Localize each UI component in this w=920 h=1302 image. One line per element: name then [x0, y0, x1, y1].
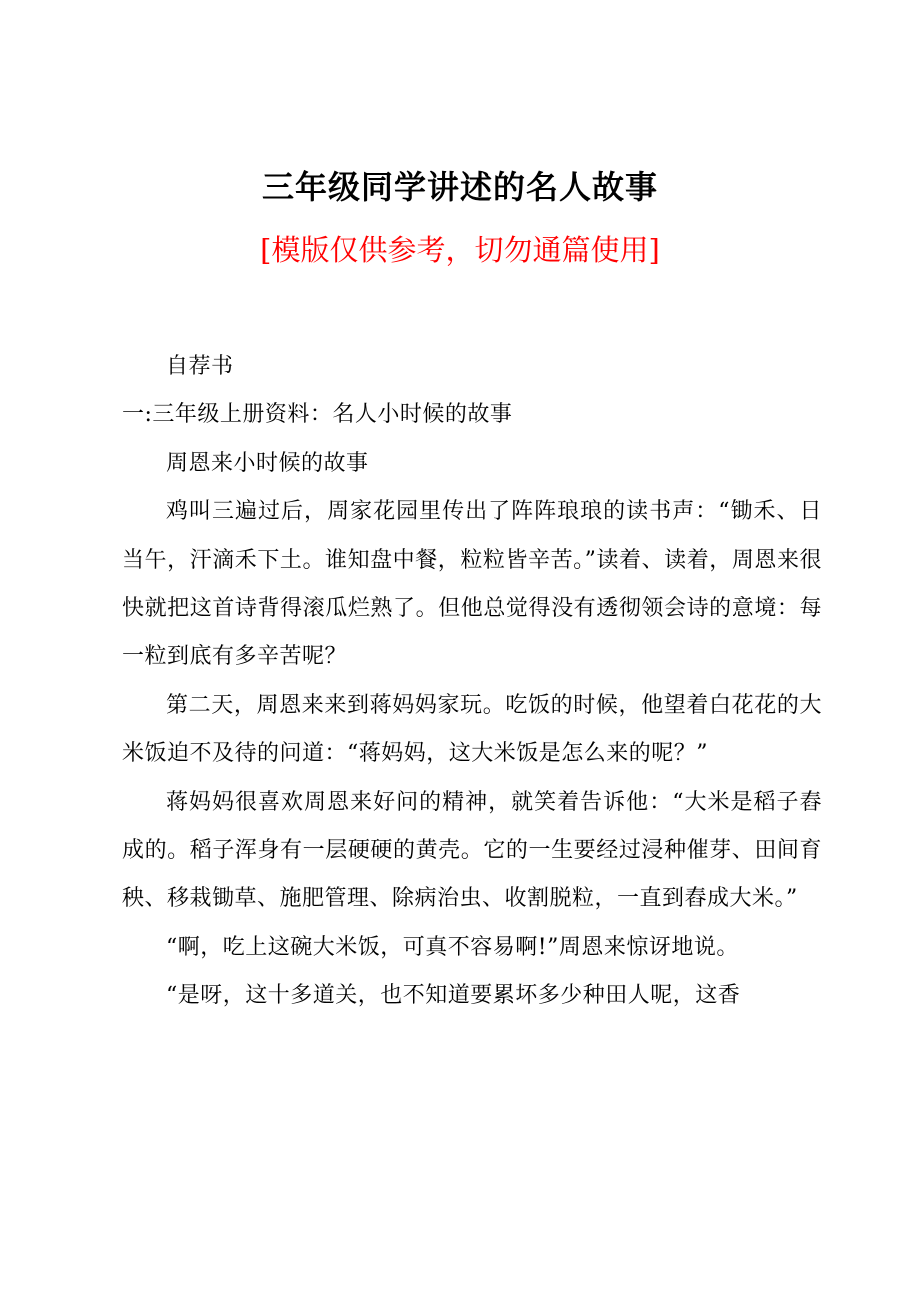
body-paragraph: 蒋妈妈很喜欢周恩来好问的精神，就笑着告诉他：“大米是稻子舂成的。稻子浑身有一层硬硬的黄壳。它的一生要经过浸种催芽、田间育秧、移栽锄草、施肥管理、除病治虫、收割脱粒，一直到舂成大米。” — [122, 789, 822, 912]
document-title: 三年级同学讲述的名人故事 — [261, 168, 658, 206]
body-paragraph: 鸡叫三遍过后，周家花园里传出了阵阵琅琅的读书声：“锄禾、日当午，汗滴禾下土。谁知盘中餐，粒粒皆辛苦。”读着、读着，周恩来很快就把这首诗背得滚瓜烂熟了。但他总觉得没有透彻领会诗的意境：每一粒到底有多辛苦呢？ — [122, 499, 822, 670]
template-disclaimer: [模版仅供参考，切勿通篇使用] — [260, 233, 660, 267]
section-heading-self-recommendation: 自荐书 — [166, 354, 234, 379]
body-paragraph: “啊，吃上这碗大米饭，可真不容易啊!”周恩来惊讶地说。 — [166, 934, 739, 960]
body-paragraph: “是呀，这十多道关，也不知道要累坏多少种田人呢，这香 — [166, 983, 741, 1009]
body-paragraph: 第二天，周恩来来到蒋妈妈家玩。吃饭的时候，他望着白花花的大米饭迫不及待的问道：“蒋妈妈，这大米饭是怎么来的呢？” — [122, 692, 822, 767]
story-title: 周恩来小时候的故事 — [166, 450, 369, 476]
document-body — [122, 343, 822, 1021]
section-heading-grade-three-material: 一:三年级上册资料：名人小时候的故事 — [122, 402, 513, 428]
